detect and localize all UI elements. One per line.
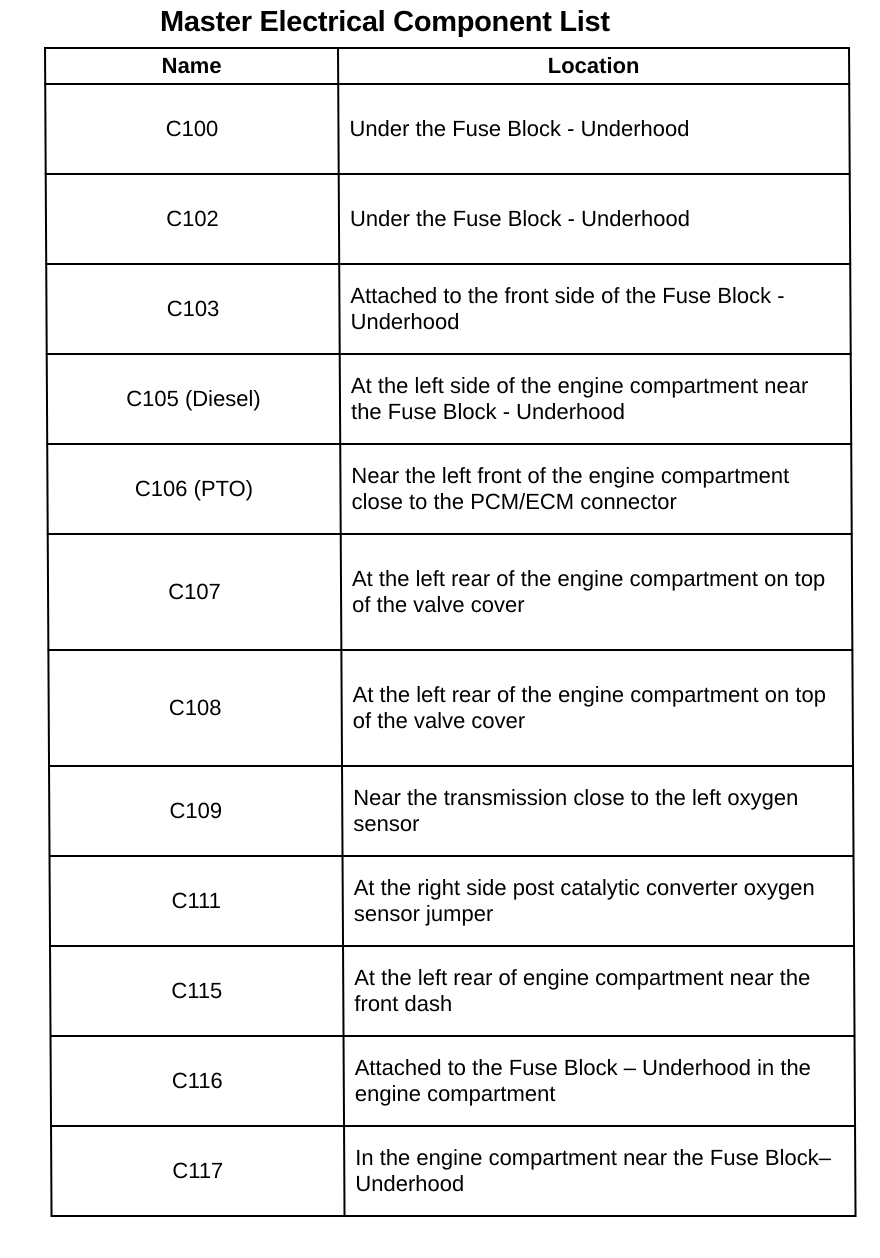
column-header-location: Location [338,48,849,84]
component-location-cell: Under the Fuse Block - Underhood [339,174,851,264]
component-name-cell: C108 [48,650,342,766]
column-header-name: Name [45,48,338,84]
component-location-cell: Near the transmission close to the left oxygen sensor [342,766,854,856]
component-name-cell: C106 (PTO) [47,444,341,534]
component-location-cell: Attached to the front side of the Fuse Block - Underhood [339,264,851,354]
table-row [47,444,852,534]
component-name-cell: C117 [51,1126,345,1216]
component-name-cell: C111 [50,856,344,946]
table-row [48,534,853,650]
component-table [44,47,857,1217]
component-name-cell: C105 (Diesel) [47,354,341,444]
component-location-cell: In the engine compartment near the Fuse Block–Underhood [344,1126,856,1216]
component-location-cell: At the right side post catalytic converter oxygen sensor jumper [343,856,855,946]
table-row [50,856,855,946]
component-table-wrapper [44,47,855,1217]
component-location-cell: Attached to the Fuse Block – Underhood in the engine compartment [344,1036,856,1126]
table-row [50,946,855,1036]
page-title: Master Electrical Component List [160,6,610,38]
component-name-cell: C116 [51,1036,345,1126]
component-location-cell: At the left side of the engine compartment near the Fuse Block - Underhood [340,354,852,444]
table-row [45,84,850,174]
component-location-cell: Near the left front of the engine compartment close to the PCM/ECM connector [340,444,852,534]
component-name-cell: C100 [45,84,339,174]
table-row [47,354,852,444]
component-location-cell: At the left rear of engine compartment near the front dash [343,946,855,1036]
component-name-cell: C107 [48,534,342,650]
table-row [51,1036,856,1126]
component-location-cell: At the left rear of the engine compartment on top of the valve cover [341,650,853,766]
table-header-row [45,48,849,84]
table-row [49,766,854,856]
component-name-cell: C109 [49,766,343,856]
component-location-cell: Under the Fuse Block - Underhood [338,84,850,174]
component-name-cell: C102 [46,174,340,264]
component-name-cell: C115 [50,946,344,1036]
table-row [51,1126,856,1216]
component-name-cell: C103 [46,264,340,354]
table-row [46,264,851,354]
table-row [46,174,851,264]
component-location-cell: At the left rear of the engine compartment on top of the valve cover [341,534,853,650]
table-row [48,650,853,766]
